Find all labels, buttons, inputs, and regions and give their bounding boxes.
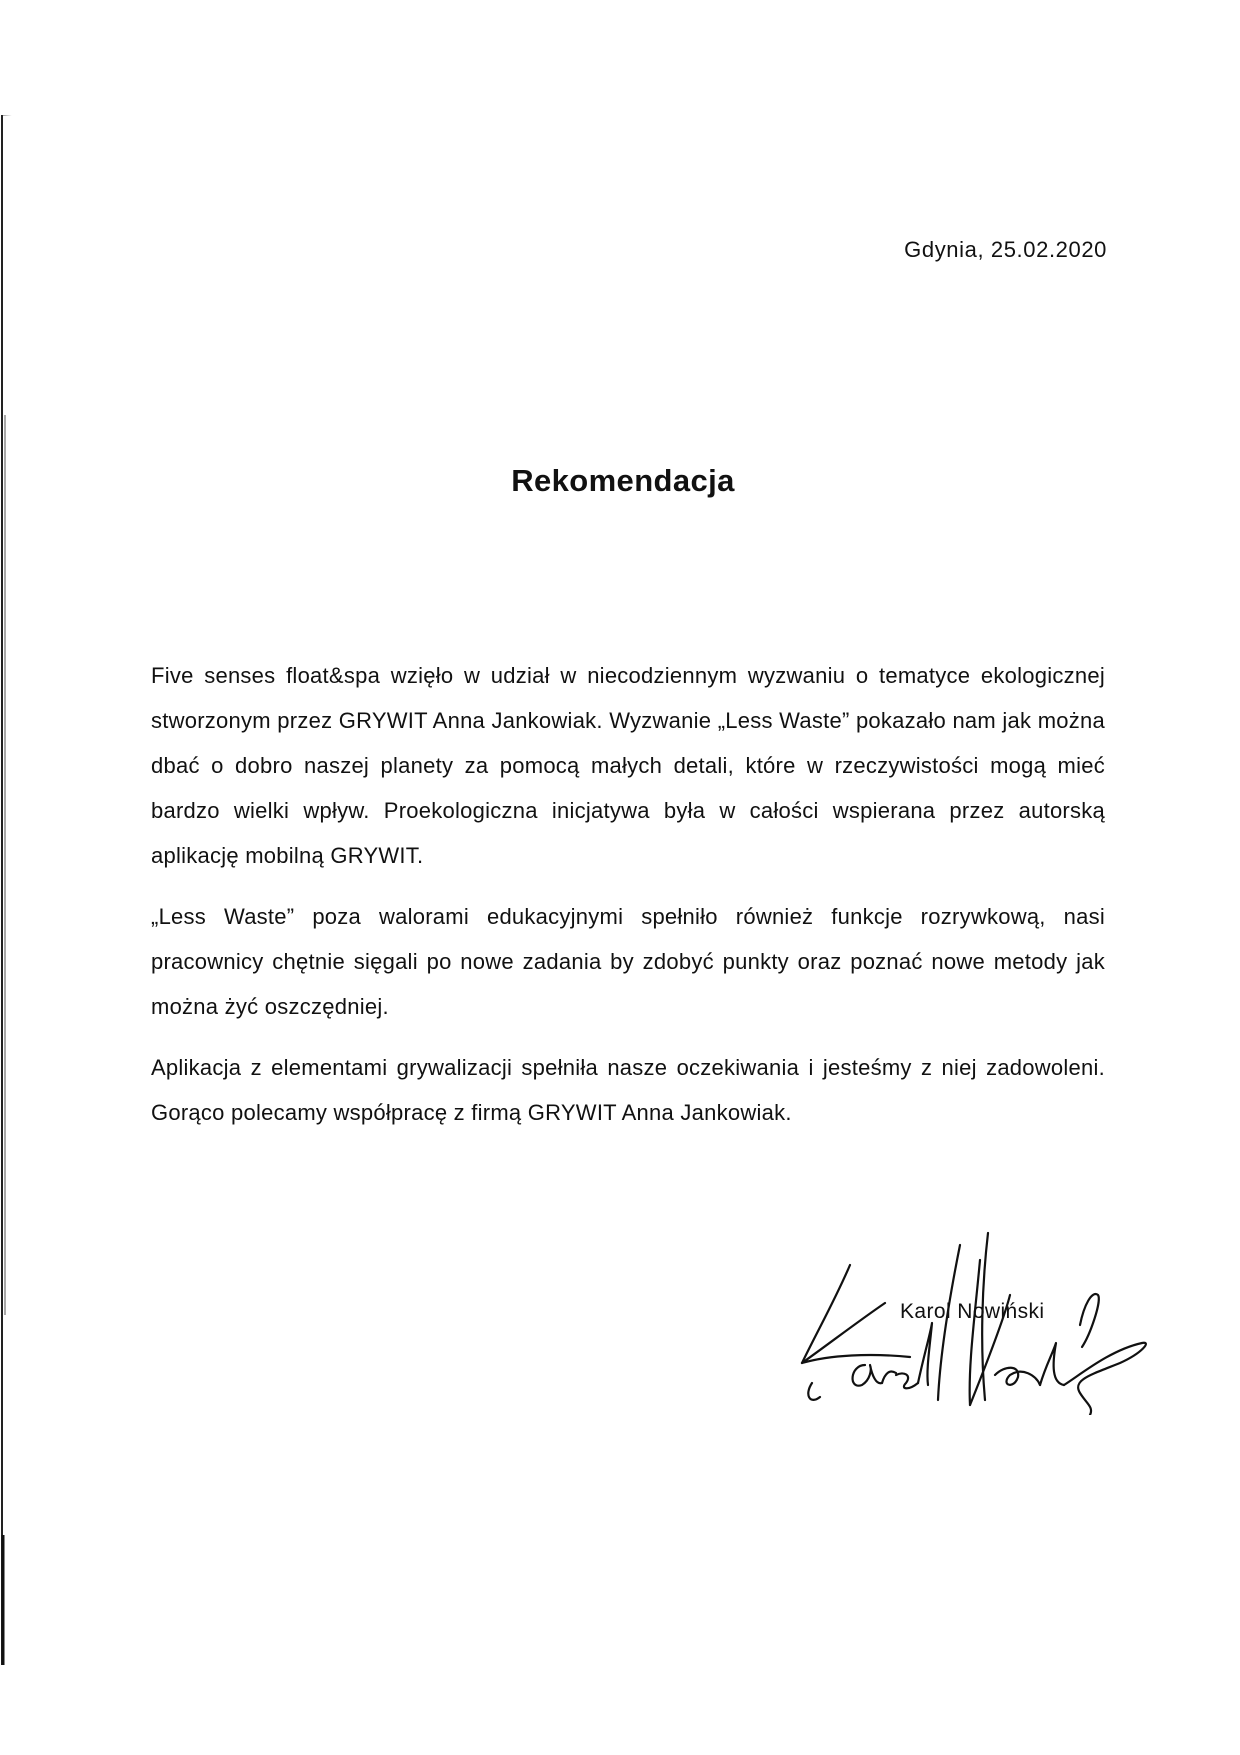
scan-edge-artifact xyxy=(0,115,14,1665)
letter-title: Rekomendacja xyxy=(511,463,735,498)
letter-body xyxy=(151,653,1105,1151)
letter-date: Gdynia, 25.02.2020 xyxy=(904,237,1107,262)
letter-paragraph-2: „Less Waste” poza walorami edukacyjnymi spełniło również funkcje rozrywkową, nasi pracownicy chętnie sięgali po nowe zadania by zdobyć punkty oraz poznać nowe metody jak można żyć oszczędniej. xyxy=(151,904,1105,1019)
letter-paragraph-3: Aplikacja z elementami grywalizacji spełniła nasze oczekiwania i jesteśmy z niej zadowoleni. Gorąco polecamy współpracę z firmą GRYWIT Anna Jankowiak. xyxy=(151,1055,1105,1125)
signatory-name: Karol Nowiński xyxy=(900,1300,1045,1323)
letter-paragraph-1: Five senses float&spa wzięło w udział w niecodziennym wyzwaniu o tematyce ekologicznej stworzonym przez GRYWIT Anna Jankowiak. Wyzwanie „Less Waste” pokazało nam jak można dbać o dobro naszej planety za pomocą małych detali, które w rzeczywistości mogą mieć bardzo wielki wpływ. Proekologiczna inicjatywa była w całości wspierana przez autorską aplikację mobilną GRYWIT. xyxy=(151,663,1105,868)
